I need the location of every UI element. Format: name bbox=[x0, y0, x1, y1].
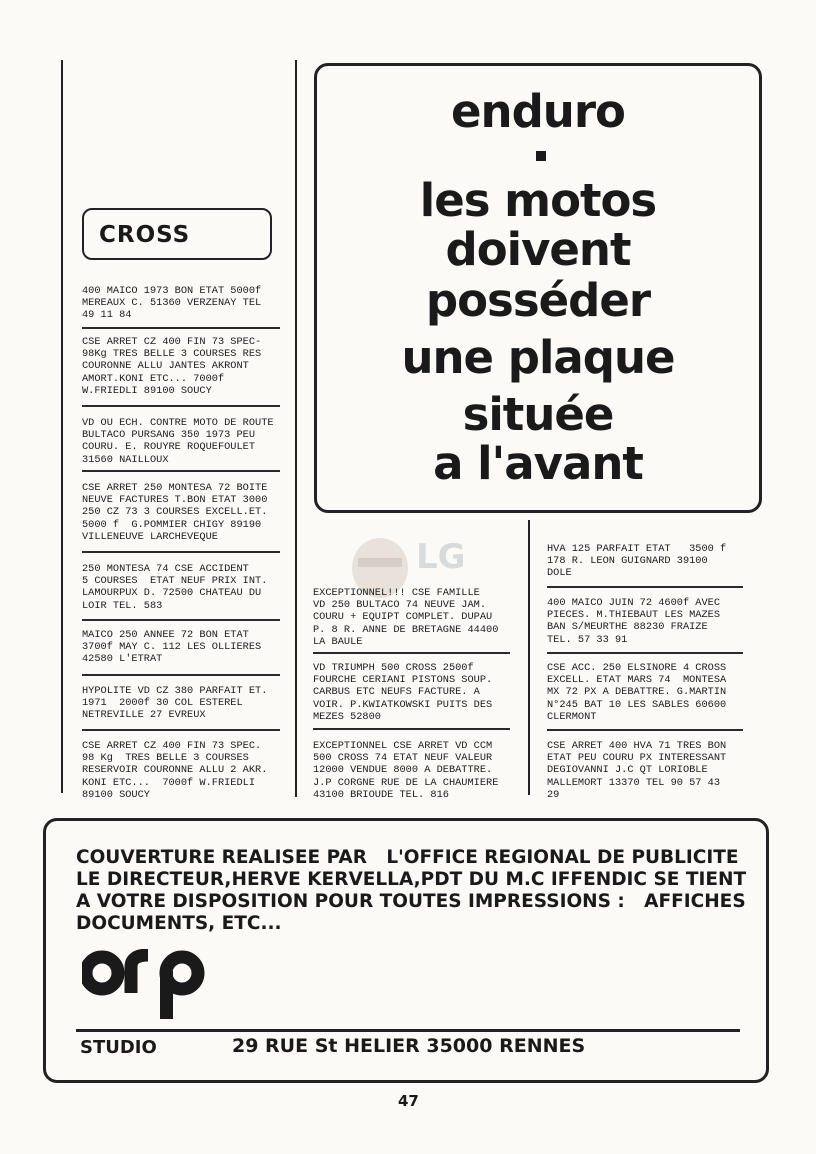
headline-bullet bbox=[536, 151, 546, 161]
advertisement-text bbox=[76, 847, 746, 935]
studio-address: 29 RUE St HELIER 35000 RENNES bbox=[232, 1035, 586, 1057]
classified-ad: 400 MAICO JUIN 72 4600f AVEC PIECES. M.THIEBAUT LES MAZES BAN S/MEURTHE 88230 FRAIZE TEL. 57 33 91 bbox=[547, 597, 721, 646]
classified-ad: VD OU ECH. CONTRE MOTO DE ROUTE BULTACO PURSANG 350 1973 PEU COURU. E. ROUYRE ROQUEFOULET 31560 NAILLOUX bbox=[82, 417, 274, 466]
ad-separator bbox=[82, 619, 280, 621]
classified-ad: CSE ACC. 250 ELSINORE 4 CROSS EXCELL. ETAT MARS 74 MONTESA MX 72 PX A DEBATTRE. G.MARTIN N°245 BAT 10 LES SABLES 60600 CLERMONT bbox=[547, 662, 727, 723]
advertisement-line: A VOTRE DISPOSITION POUR TOUTES IMPRESSIONS : AFFICHES bbox=[76, 891, 746, 912]
ad-separator bbox=[82, 470, 280, 472]
ad-separator bbox=[82, 327, 280, 329]
headline-line: doivent bbox=[445, 223, 631, 276]
classified-ad: 400 MAICO 1973 BON ETAT 5000f MEREAUX C. 51360 VERZENAY TEL 49 11 84 bbox=[82, 285, 262, 322]
advertisement-line: COUVERTURE REALISEE PAR L'OFFICE REGIONAL DE PUBLICITE bbox=[76, 847, 739, 868]
headline-line: située bbox=[462, 388, 614, 441]
classified-ad: MAICO 250 ANNEE 72 BON ETAT 3700f MAY C. 112 LES OLLIERES 42580 L'ETRAT bbox=[82, 629, 262, 666]
advertisement-line: LE DIRECTEUR,HERVE KERVELLA,PDT DU M.C IFFENDIC SE TIENT bbox=[76, 869, 747, 890]
ad-separator bbox=[547, 586, 743, 588]
ad-separator bbox=[547, 729, 743, 731]
classified-ad: EXCEPTIONNEL!!! CSE FAMILLE VD 250 BULTACO 74 NEUVE JAM. COURU + EQUIPT COMPLET. DUPAU P. 8 R. ANNE DE BRETAGNE 44400 LA BAULE bbox=[313, 587, 499, 648]
ad-separator bbox=[313, 728, 510, 730]
classified-ad: CSE ARRET CZ 400 FIN 73 SPEC. 98 Kg TRES BELLE 3 COURSES RESERVOIR COURONNE ALLU 2 AKR. KONI ETC... 7000f W.FRIEDLI 89100 SOUCY bbox=[82, 740, 268, 801]
headline-line: posséder bbox=[425, 274, 651, 327]
advertisement-line: DOCUMENTS, ETC... bbox=[76, 913, 282, 934]
studio-rule bbox=[76, 1029, 740, 1032]
ad-separator bbox=[82, 405, 280, 407]
headline-line: une plaque bbox=[401, 331, 675, 384]
ad-separator bbox=[313, 652, 510, 654]
classified-ad: CSE ARRET 400 HVA 71 TRES BON ETAT PEU COURU PX INTERESSANT DEGIOVANNI J.C QT LORIOBLE MALLEMORT 13370 TEL 90 57 43 29 bbox=[547, 740, 727, 801]
classified-ad: VD TRIUMPH 500 CROSS 2500f FOURCHE CERIANI PISTONS SOUP. CARBUS ETC NEUFS FACTURE. A VOIR. P.KWIATKOWSKI PUITS DES MEZES 52800 bbox=[313, 662, 493, 723]
ad-separator bbox=[82, 551, 280, 553]
headline-line: a l'avant bbox=[433, 437, 643, 490]
headline-line: les motos bbox=[419, 174, 657, 227]
classified-ad: CSE ARRET 250 MONTESA 72 BOITE NEUVE FACTURES T.BON ETAT 3000 250 CZ 73 3 COURSES EXCELL.ET. 5000 f G.POMMIER CHIGY 89190 VILLENEUVE LARCHEVEQUE bbox=[82, 482, 268, 543]
svg-text:LG: LG bbox=[416, 537, 466, 577]
orp-logo bbox=[82, 949, 212, 1021]
left-column-rule bbox=[61, 60, 63, 793]
headline-line: enduro bbox=[451, 85, 625, 138]
cross-heading: CROSS bbox=[99, 222, 191, 248]
classified-ad: EXCEPTIONNEL CSE ARRET VD CCM 500 CROSS 74 ETAT NEUF VALEUR 12000 VENDUE 8000 A DEBATTRE. J.P CORGNE RUE DE LA CHAUMIERE 43100 BRIOUDE TEL. 816 bbox=[313, 740, 499, 801]
ad-separator bbox=[547, 652, 743, 654]
middle-right-column-rule bbox=[528, 520, 530, 795]
classified-ad: HVA 125 PARFAIT ETAT 3500 f 178 R. LEON GUIGNARD 39100 DOLE bbox=[547, 543, 727, 580]
page-number: 47 bbox=[398, 1092, 419, 1110]
ad-separator bbox=[82, 674, 280, 676]
ad-separator bbox=[82, 729, 280, 731]
studio-label: STUDIO bbox=[80, 1037, 157, 1058]
printer-advertisement-box bbox=[43, 818, 769, 1083]
headline-box bbox=[314, 63, 762, 513]
classified-ad: HYPOLITE VD CZ 380 PARFAIT ET. 1971 2000f 30 COL ESTEREL NETREVILLE 27 EVREUX bbox=[82, 685, 268, 722]
middle-column-rule bbox=[295, 60, 297, 797]
classified-ad: CSE ARRET CZ 400 FIN 73 SPEC- 98Kg TRES BELLE 3 COURSES RES COURONNE ALLU JANTES AKRONT AMORT.KONI ETC... 7000f W.FRIEDLI 89100 SOUCY bbox=[82, 336, 262, 397]
classified-ad: 250 MONTESA 74 CSE ACCIDENT 5 COURSES ETAT NEUF PRIX INT. LAMOURPUX D. 72500 CHATEAU DU LOIR TEL. 583 bbox=[82, 563, 268, 612]
cross-heading-box bbox=[82, 208, 272, 260]
